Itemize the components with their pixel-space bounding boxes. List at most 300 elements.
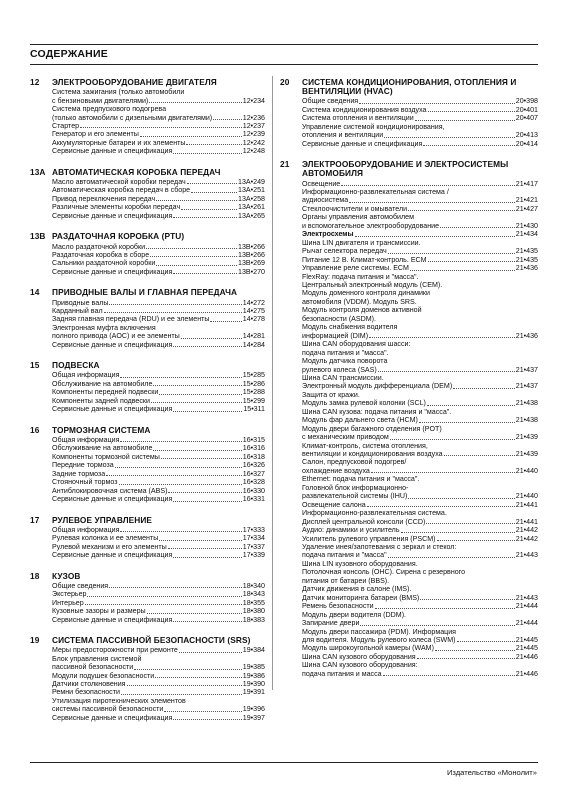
toc-section [280, 78, 538, 148]
entry-title-line: Утилизация пиротехнических элементов [52, 696, 186, 705]
toc-entry[interactable] [30, 341, 265, 349]
toc-entry[interactable] [280, 332, 538, 340]
dot-leader [349, 202, 515, 203]
toc-entry[interactable] [30, 646, 265, 654]
entry-title: рулевого колеса (SAS) [302, 365, 377, 374]
toc-entry[interactable] [280, 433, 538, 441]
page-number: 16•326 [242, 461, 265, 470]
entry-title: Привод переключения передач [52, 194, 156, 203]
section-title: ТОРМОЗНАЯ СИСТЕМА [52, 424, 151, 435]
section-number: 13A [30, 166, 46, 177]
toc-entry[interactable] [30, 114, 265, 122]
page-number: 14•278 [242, 315, 265, 324]
toc-entry[interactable] [30, 397, 265, 405]
toc-entry[interactable] [30, 186, 265, 194]
section-heading [30, 288, 265, 297]
entry-title-line: Салон, предпусковой подогрев/ [302, 458, 407, 467]
section-number: 20 [280, 77, 290, 87]
toc-entry[interactable] [30, 243, 265, 251]
toc-entry[interactable] [280, 247, 538, 255]
toc-entry[interactable] [280, 636, 538, 644]
section-title: ПОДВЕСКА [52, 360, 100, 371]
entry-title-line: Модуль доменного контроля динамики [302, 289, 430, 298]
dot-leader [457, 641, 515, 642]
page-number: 21•443 [515, 551, 538, 560]
entry-title: Сервисные данные и спецификация [52, 405, 173, 414]
entry-title: для водителя. Модуль рулевого колеса (SWM) [302, 636, 456, 644]
toc-entry[interactable] [30, 97, 265, 105]
entry-title: Задняя главная передача (RDU) и ее элементы [52, 315, 210, 324]
toc-entry[interactable] [280, 526, 538, 534]
dot-leader [420, 599, 514, 600]
entry-title-line: Потолочная консоль (OHC). Сирена с резервного [302, 568, 466, 577]
toc-entry[interactable] [280, 256, 538, 264]
dot-leader [150, 256, 237, 257]
section-heading [30, 168, 265, 177]
dot-leader [164, 711, 241, 712]
entry-title: Шина CAN кузового оборудования [302, 652, 416, 661]
toc-entry[interactable] [30, 461, 265, 469]
dot-leader [146, 248, 237, 249]
page-number: 21•440 [515, 492, 538, 501]
toc-entry[interactable] [280, 501, 538, 509]
entry-title: (только автомобили с дизельными двигателями) [52, 113, 213, 122]
toc-section [30, 168, 265, 220]
dot-leader [159, 394, 241, 395]
dot-leader [390, 439, 515, 440]
entry-title: Стартер [52, 122, 80, 131]
dot-leader [360, 625, 514, 626]
entry-title: Электронный модуль дифференциала (DEM) [302, 382, 453, 391]
page-number: 18•355 [242, 598, 265, 607]
toc-entry[interactable] [30, 195, 265, 203]
toc-entry[interactable] [280, 140, 538, 148]
entry-title-line: Модуль датчика поворота [302, 357, 388, 366]
toc-entry[interactable] [30, 495, 265, 503]
dot-leader [127, 685, 242, 686]
toc-section [30, 426, 265, 504]
toc-entry[interactable] [30, 616, 265, 624]
entry-title: Питание 12 В. Климат-контроль. ECM [302, 255, 427, 264]
toc-entry[interactable] [30, 705, 265, 713]
section-title: КУЗОВ [52, 570, 81, 581]
entry-title: Сервисные данные и спецификация [52, 713, 173, 722]
toc-entry[interactable] [30, 307, 265, 315]
page-number: 21•445 [515, 636, 538, 644]
dot-leader [410, 270, 515, 271]
dot-leader [173, 273, 237, 274]
dot-leader [147, 613, 242, 614]
entry-title: Кузовные зазоры и размеры [52, 607, 146, 616]
toc-entry[interactable] [30, 526, 265, 534]
page-number: 20•407 [515, 114, 538, 123]
entry-title: Сальники раздаточной коробки [52, 259, 156, 268]
entry-title: Общая информация [52, 371, 120, 380]
section-number: 21 [280, 159, 290, 170]
entry-title-line: Система зажигания (только автомобили [52, 88, 185, 97]
section-number: 14 [30, 287, 40, 298]
section-title: РАЗДАТОЧНАЯ КОРОБКА (PTU) [52, 231, 185, 242]
entry-title: Освещение салона [302, 500, 366, 509]
entry-title: Компоненты задней подвески [52, 396, 150, 405]
toc-entry[interactable] [30, 315, 265, 323]
entry-title: Рулевой механизм и его элементы [52, 542, 167, 551]
section-number: 17 [30, 514, 40, 525]
dot-leader [173, 346, 241, 347]
toc-entry[interactable] [280, 205, 538, 213]
entry-title: подача питания и "масса" [302, 551, 387, 560]
toc-entry[interactable] [280, 450, 538, 458]
toc-entry[interactable] [30, 212, 265, 220]
dot-leader [384, 137, 515, 138]
toc-entry[interactable] [30, 599, 265, 607]
toc-entry[interactable] [30, 543, 265, 551]
toc-entry[interactable] [30, 371, 265, 379]
section-title: АВТОМАТИЧЕСКАЯ КОРОБКА ПЕРЕДАЧ [52, 166, 221, 177]
dot-leader [435, 650, 515, 651]
page-number: 13A•265 [238, 211, 265, 220]
page-number: 17•334 [242, 534, 265, 543]
page-number: 21•435 [515, 255, 538, 264]
toc-entry[interactable] [280, 551, 538, 559]
page-number: 21•444 [515, 602, 538, 611]
page-number: 13B•270 [238, 267, 265, 276]
toc-entry[interactable] [30, 122, 265, 130]
entry-title: Экстерьер [52, 590, 87, 599]
dot-leader [87, 596, 241, 597]
toc-entry[interactable] [30, 436, 265, 444]
toc-entry[interactable] [280, 114, 538, 122]
dot-leader [173, 411, 242, 412]
toc-entry[interactable] [30, 139, 265, 147]
entry-title-line: Удаление инея/запотевания с зеркал и стекол: [302, 543, 457, 552]
toc-entry[interactable] [30, 203, 265, 211]
toc-entry[interactable] [280, 196, 538, 204]
page-number: 18•340 [242, 581, 265, 590]
entry-title: Сервисные данные и спецификация [302, 139, 423, 148]
toc-entry[interactable] [30, 688, 265, 696]
entry-title: Обслуживание на автомобиле [52, 379, 153, 388]
entry-title-line: Органы управления автомобилем [302, 213, 414, 222]
dot-leader [151, 402, 242, 403]
entry-title: Задние тормоза [52, 469, 106, 478]
toc-entry[interactable] [30, 453, 265, 461]
toc-entry[interactable] [280, 619, 538, 627]
toc-section [30, 78, 265, 156]
dot-leader [388, 253, 515, 254]
page-number: 16•315 [242, 435, 265, 444]
entry-title-line: Датчик движения в салоне (IMS). [302, 585, 412, 594]
toc-entry[interactable] [30, 178, 265, 186]
toc-entry[interactable] [280, 230, 538, 238]
entry-title: отопления и вентиляции [302, 131, 384, 140]
page-number: 19•396 [242, 705, 265, 714]
toc-entry[interactable] [280, 416, 538, 424]
entry-title: Общая информация [52, 435, 120, 444]
toc-entry[interactable] [30, 672, 265, 680]
entry-title: Меры предосторожности при ремонте [52, 646, 178, 655]
entry-title: и вспомогательное электрооборудование [302, 221, 440, 230]
entry-title: Модуль широкоугольной камеры (WAM) [302, 644, 434, 653]
dot-leader [153, 450, 241, 451]
entry-title-line: Модуль двери водителя (DDM). [302, 610, 407, 619]
page-number: 21•421 [515, 196, 538, 205]
page-number: 21•442 [515, 526, 538, 535]
entry-title-line: Управление системой кондиционирования, [302, 122, 445, 131]
entry-title: Сервисные данные и спецификация [52, 495, 173, 504]
entry-title: Обслуживание на автомобиле [52, 444, 153, 453]
dot-leader [378, 371, 515, 372]
entry-title: Электросхемы [302, 230, 354, 239]
dot-leader [371, 472, 515, 473]
dot-leader [415, 120, 515, 121]
footer-rule [30, 762, 538, 763]
toc-section [30, 361, 265, 413]
dot-leader [80, 127, 242, 128]
entry-title: Ремень безопасности [302, 602, 374, 611]
section-title: ПРИВОДНЫЕ ВАЛЫ И ГЛАВНАЯ ПЕРЕДАЧА [52, 287, 238, 298]
dot-leader [388, 557, 515, 558]
page-number: 12•239 [242, 130, 265, 139]
toc-entry[interactable] [280, 644, 538, 652]
page-number: 13A•261 [238, 203, 265, 212]
dot-leader [428, 261, 515, 262]
entry-title: Антиблокировочная система (ABS) [52, 486, 168, 495]
page-number: 12•248 [242, 147, 265, 156]
dot-leader [179, 652, 242, 653]
toc-entry[interactable] [30, 147, 265, 155]
page-number: 15•286 [242, 379, 265, 388]
dot-leader [417, 658, 515, 659]
entry-title: Компоненты передней подвески [52, 388, 159, 397]
page-number: 15•299 [242, 396, 265, 405]
entry-title: информацией (DIM) [302, 331, 369, 340]
dot-leader [437, 540, 515, 541]
toc-entry[interactable] [280, 366, 538, 374]
page-number: 21•439 [515, 450, 538, 459]
page-number: 12•237 [242, 122, 265, 131]
toc-entry[interactable] [280, 653, 538, 661]
publisher-footer: Издательство «Монолит» [446, 768, 537, 777]
entry-title: Сервисные данные и спецификация [52, 340, 173, 349]
entry-title: Сервисные данные и спецификация [52, 551, 173, 560]
page-number: 12•234 [242, 96, 265, 105]
toc-entry[interactable] [280, 602, 538, 610]
entry-title-line: Защита от кражи. [302, 390, 360, 399]
entry-title: Общие сведения [302, 97, 359, 106]
dot-leader [173, 153, 241, 154]
dot-leader [408, 210, 515, 211]
toc-entry[interactable] [30, 470, 265, 478]
dot-leader [173, 501, 241, 502]
page-number: 19•384 [242, 646, 265, 655]
toc-entry[interactable] [30, 478, 265, 486]
toc-entry[interactable] [280, 670, 538, 678]
dot-leader [168, 548, 242, 549]
toc-entry[interactable] [280, 467, 538, 475]
toc-section [280, 160, 538, 678]
entry-title-line: Шина CAN трансмиссии. [302, 373, 384, 382]
dot-leader [149, 102, 242, 103]
page-number: 19•390 [242, 680, 265, 689]
page-number: 14•284 [242, 340, 265, 349]
entry-title: Модуль фар дальнего света (HCM) [302, 416, 418, 425]
entry-title-line: Электронная муфта включения [52, 323, 156, 332]
page-number: 21•438 [515, 399, 538, 408]
section-heading [30, 516, 265, 525]
entry-title-line: Модуль двери пассажира (PDM). Информация [302, 627, 457, 636]
entry-title-line: Климат-контроль, система отопления, [302, 441, 428, 450]
entry-title: Общие сведения [52, 581, 109, 590]
section-heading [30, 78, 265, 87]
section-number: 19 [30, 635, 40, 646]
page-number: 19•397 [242, 713, 265, 722]
toc-entry[interactable] [30, 582, 265, 590]
entry-title: Масло раздаточной коробки [52, 242, 146, 251]
dot-leader [369, 337, 515, 338]
toc-entry[interactable] [30, 268, 265, 276]
dot-leader [156, 200, 237, 201]
entry-title: вентиляции и кондиционирования воздуха [302, 450, 443, 459]
dot-leader [428, 111, 515, 112]
entry-title-line: Ethernet: подача питания и "масса". [302, 475, 420, 484]
dot-leader [161, 458, 242, 459]
toc-entry[interactable] [280, 97, 538, 105]
page-number: 16•330 [242, 486, 265, 495]
entry-title-line: Модуль двери багажного отделения (POT) [302, 424, 442, 433]
toc-right-column [280, 78, 538, 690]
entry-title: Аккумуляторные батареи и их элементы [52, 138, 186, 147]
entry-title: развлекательной системы (IHU) [302, 492, 408, 501]
toc-entry[interactable] [30, 714, 265, 722]
toc-entry[interactable] [30, 130, 265, 138]
page-number: 16•327 [242, 469, 265, 478]
page-number: 15•288 [242, 388, 265, 397]
dot-leader [359, 103, 515, 104]
toc-entry[interactable] [280, 222, 538, 230]
toc-entry[interactable] [280, 180, 538, 188]
page-number: 21•445 [515, 644, 538, 653]
section-heading [30, 572, 265, 581]
toc-entry[interactable] [30, 332, 265, 340]
page-number: 16•328 [242, 478, 265, 487]
toc-entry[interactable] [280, 492, 538, 500]
dot-leader [120, 441, 241, 442]
section-title: ЭЛЕКТРООБОРУДОВАНИЕ И ЭЛЕКТРОСИСТЕМЫ АВТОМОБИЛЯ [302, 159, 509, 179]
toc-entry[interactable] [30, 663, 265, 671]
toc-entry[interactable] [30, 251, 265, 259]
toc-entry[interactable] [30, 551, 265, 559]
toc-entry[interactable] [280, 594, 538, 602]
entry-title: Генератор и его элементы [52, 130, 139, 139]
page-number: 17•339 [242, 551, 265, 560]
entry-title-line: безопасности (ASDM). [302, 314, 377, 323]
toc-entry[interactable] [30, 405, 265, 413]
page-number: 16•316 [242, 444, 265, 453]
page-title: СОДЕРЖАНИЕ [30, 48, 108, 60]
toc-entry[interactable] [30, 487, 265, 495]
page-number: 20•398 [515, 97, 538, 106]
entry-title: Рулевая колонка и ее элементы [52, 534, 159, 543]
entry-title: подача питания и масса [302, 669, 382, 678]
toc-section [30, 232, 265, 276]
dot-leader [104, 312, 242, 313]
toc-entry[interactable] [30, 444, 265, 452]
page-number: 14•281 [242, 332, 265, 341]
section-number: 13B [30, 231, 46, 242]
entry-title-line: Центральный электронный модуль (CEM). [302, 280, 443, 289]
toc-entry[interactable] [280, 382, 538, 390]
toc-entry[interactable] [30, 607, 265, 615]
page-number: 21•441 [515, 500, 538, 509]
page-number: 21•437 [515, 365, 538, 374]
page-number: 15•311 [243, 405, 265, 414]
toc-entry[interactable] [280, 518, 538, 526]
section-heading [30, 232, 265, 241]
toc-entry[interactable] [30, 590, 265, 598]
entry-title-line: FlexRay: подача питания и "масса". [302, 272, 419, 281]
page-number: 17•337 [242, 542, 265, 551]
section-heading [30, 361, 265, 370]
toc-entry[interactable] [280, 399, 538, 407]
toc-entry[interactable] [280, 106, 538, 114]
entry-title-line: Блок управления системой [52, 654, 142, 663]
entry-title-line: автомобиля (VDDM). Модуль SRS. [302, 297, 417, 306]
entry-title: Раздаточная коробка в сборе [52, 250, 150, 259]
toc-entry[interactable] [30, 680, 265, 688]
dot-leader [153, 385, 241, 386]
toc-entry[interactable] [30, 534, 265, 542]
toc-entry[interactable] [30, 259, 265, 267]
entry-title: Передние тормоза [52, 461, 114, 470]
dot-leader [426, 523, 514, 524]
entry-title: Автоматическая коробка передач в сборе [52, 186, 191, 195]
toc-entry[interactable] [30, 299, 265, 307]
section-number: 18 [30, 570, 40, 581]
page-number: 13B•266 [238, 242, 265, 251]
entry-title: с механическим приводом [302, 433, 389, 442]
entry-title: Освещение [302, 179, 341, 188]
toc-page [30, 44, 538, 759]
entry-title-line: Шина LIN двигателя и трансмиссии. [302, 238, 421, 247]
toc-entry[interactable] [280, 264, 538, 272]
dot-leader [210, 321, 241, 322]
entry-title: Интерьер [52, 598, 84, 607]
entry-title-line: питания от батареи (BBS). [302, 576, 390, 585]
toc-entry[interactable] [30, 380, 265, 388]
entry-title: охлаждение воздуха [302, 466, 370, 475]
page-number: 13A•249 [238, 178, 265, 187]
section-number: 15 [30, 360, 40, 371]
entry-title-line: Шина CAN кузова: подача питания и "масса". [302, 407, 452, 416]
dot-leader [120, 377, 241, 378]
entry-title: Датчик мониторинга батареи (BMS) [302, 593, 420, 602]
toc-section [30, 288, 265, 349]
entry-title: Приводные валы [52, 298, 109, 307]
page-number: 21•446 [515, 669, 538, 678]
dot-leader [173, 719, 241, 720]
toc-entry[interactable] [280, 535, 538, 543]
page-number: 21•444 [515, 619, 538, 628]
toc-section [30, 636, 265, 722]
toc-entry[interactable] [30, 388, 265, 396]
page-number: 16•318 [242, 452, 265, 461]
entry-title: с бензиновыми двигателями) [52, 96, 149, 105]
toc-entry[interactable] [280, 131, 538, 139]
dot-leader [115, 467, 242, 468]
dot-leader [159, 540, 241, 541]
dot-leader [120, 531, 241, 532]
